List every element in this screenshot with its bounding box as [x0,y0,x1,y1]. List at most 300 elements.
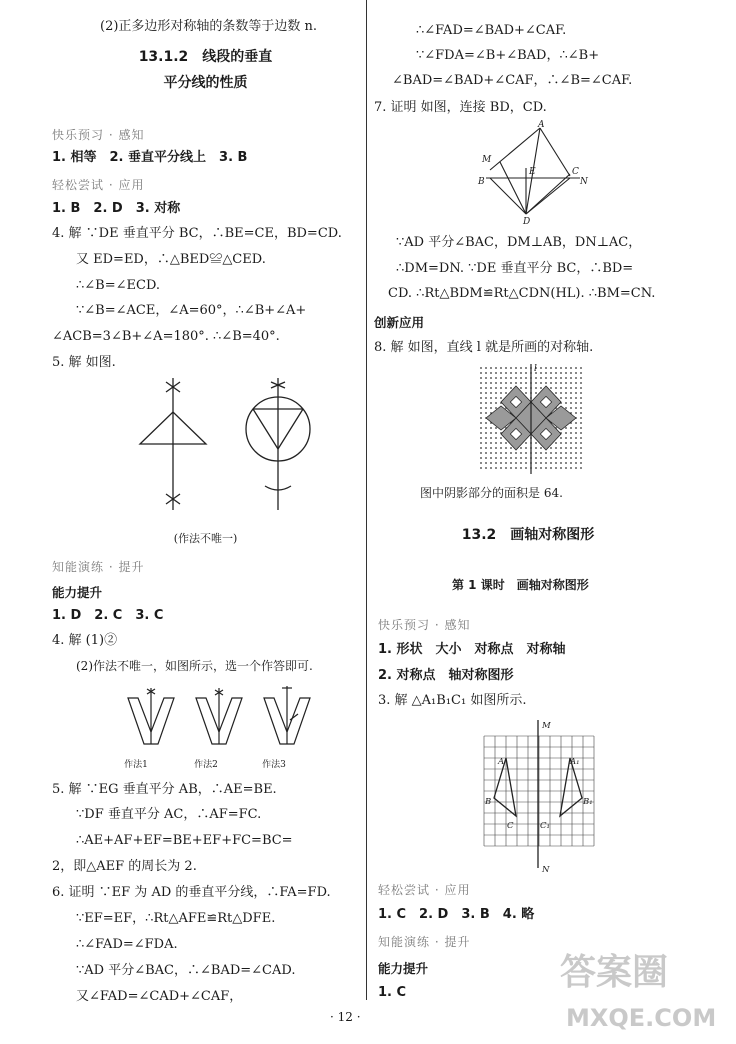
point-label: A₁ [570,757,580,767]
grid-dot [495,387,497,389]
grid-dot [480,467,482,469]
grid-dot [480,392,482,394]
grid-dot [580,372,582,374]
grid-dot [565,402,567,404]
proof-figure [476,118,600,226]
v-shape-figures [122,684,322,750]
grid-dot [575,412,577,414]
grid-dot [505,462,507,464]
grid-dot [570,427,572,429]
grid-dot [570,382,572,384]
grid-dot [485,467,487,469]
grid-dot [580,467,582,469]
grid-dot [560,462,562,464]
grid-dot [480,412,482,414]
grid-dot [500,382,502,384]
grid-dot [570,397,572,399]
grid-dot [495,397,497,399]
grid-dot [535,387,537,389]
grid-dot [565,367,567,369]
grid-dot [495,467,497,469]
answer-line: ∴AE+AF+EF=BE+EF+FC=BC= [76,833,293,848]
grid-dot [490,402,492,404]
grid-dot [490,407,492,409]
grid-dot [580,397,582,399]
grid-dot [555,452,557,454]
grid-dot [490,437,492,439]
grid-dot [555,467,557,469]
axis-label: l [534,364,537,374]
grid-dot [480,417,482,419]
answer-line: 1. D 2. C 3. C [52,608,164,623]
grid-dot [520,367,522,369]
answer-line: ∵AD 平分∠BAC，∴∠BAD=∠CAD. [76,963,296,978]
grid-dot [520,462,522,464]
grid-dot [535,462,537,464]
grid-dot [525,452,527,454]
grid-dot [495,402,497,404]
grid-dot [485,392,487,394]
grid-dot [480,397,482,399]
grid-dot [480,447,482,449]
grid-dot [525,467,527,469]
lesson-title: 第 1 课时 画轴对称图形 [452,578,589,592]
grid-dot [570,447,572,449]
grid-dot [505,467,507,469]
grid-dot [545,452,547,454]
grid-dot [565,432,567,434]
column-divider [366,0,367,1000]
grid-dot [550,382,552,384]
grid-dot [525,392,527,394]
point-label: C₁ [540,821,550,831]
watermark-url: MXQE.COM [566,1004,717,1032]
grid-dot [510,377,512,379]
grid-dot [495,382,497,384]
grid-dot [535,457,537,459]
grid-dot [535,467,537,469]
answer-line: 2，即△AEF 的周长为 2. [52,859,197,874]
grid-dot [550,377,552,379]
grid-dot [570,407,572,409]
grid-dot [520,457,522,459]
grid-dot [545,467,547,469]
grid-dot [495,392,497,394]
grid-dot [490,367,492,369]
grid-dot [480,462,482,464]
grid-dot [495,452,497,454]
grid-dot [575,447,577,449]
grid-dot [540,382,542,384]
grid-dot [540,377,542,379]
grid-dot [545,367,547,369]
answer-line: 图中阴影部分的面积是 64. [420,486,563,500]
grid-dot [565,397,567,399]
grid-dot [480,457,482,459]
grid-dot [580,367,582,369]
answer-line: 1. 形状 大小 对称点 对称轴 [378,642,566,657]
watermark-logo: 答案圈 [560,952,669,993]
answer-line: 5. 解 ∵EG 垂直平分 AB，∴AE=BE. [52,782,277,797]
grid-dot [560,367,562,369]
grid-dot [505,377,507,379]
grid-dot [480,387,482,389]
section-label: 知能演练 · 提升 [378,935,471,949]
grid-dot [505,457,507,459]
grid-dot [500,367,502,369]
grid-dot [570,432,572,434]
grid-dot [520,372,522,374]
answer-line: CD. ∴Rt△BDM≌Rt△CDN(HL). ∴BM=CN. [388,286,656,301]
grid-dot [575,467,577,469]
grid-dot [550,372,552,374]
text-line: (2)正多边形对称轴的条数等于边数 n. [100,19,318,34]
grid-dot [580,387,582,389]
grid-dot [565,407,567,409]
grid-dot [510,462,512,464]
answer-line: ∵DF 垂直平分 AC，∴AF=FC. [76,807,262,822]
grid-dot [580,437,582,439]
answer-line: ∴∠FAD=∠FDA. [76,937,178,952]
grid-dot [575,462,577,464]
grid-dot [500,467,502,469]
grid-dot [575,387,577,389]
point-label: N [542,865,550,874]
grid-dot [570,442,572,444]
answer-line: 又 ED=ED，∴△BED≌△CED. [76,252,266,267]
grid-dot [495,447,497,449]
grid-dot [480,372,482,374]
grid-dot [575,452,577,454]
grid-dot [545,457,547,459]
grid-dot [485,402,487,404]
grid-dot [535,377,537,379]
answer-line: 3. 解 △A₁B₁C₁ 如图所示. [378,693,527,708]
answer-line: ∴∠B=∠ECD. [76,278,161,293]
answer-line: 1. C 2. D 3. B 4. 略 [378,907,535,922]
grid-dot [570,367,572,369]
grid-dot [560,392,562,394]
grid-dot [580,462,582,464]
grid-dot [500,437,502,439]
grid-dot [480,432,482,434]
grid-dot [500,457,502,459]
figure-caption: 作法3 [262,760,286,770]
point-label: M [482,155,492,165]
grid-dot [580,452,582,454]
point-label: A [538,120,545,130]
grid-dot [580,432,582,434]
grid-dot [485,462,487,464]
grid-dot [560,377,562,379]
grid-dot [540,367,542,369]
grid-dot [580,392,582,394]
grid-dot [485,432,487,434]
grid-dot [580,422,582,424]
grid-dot [495,407,497,409]
grid-dot [505,387,507,389]
grid-dot [485,437,487,439]
grid-dot [485,427,487,429]
answer-line: 1. 相等 2. 垂直平分线上 3. B [52,150,248,165]
grid-dot [570,402,572,404]
grid-dot [575,382,577,384]
grid-dot [490,462,492,464]
grid-dot [550,452,552,454]
grid-dot [555,457,557,459]
grid-dot [490,397,492,399]
grid-dot [570,457,572,459]
grid-dot [525,372,527,374]
answer-line: 1. C [378,985,407,1000]
grid-dot [565,447,567,449]
grid-dot [525,447,527,449]
grid-dot [490,457,492,459]
grid-dot [540,372,542,374]
answer-line: ∠ACB=3∠B+∠A=180°. ∴∠B=40°. [52,329,280,344]
construction-figure [128,374,328,514]
section-title: 13.1.2 线段的垂直 [138,49,273,65]
grid-dot [540,447,542,449]
grid-dot [555,367,557,369]
grid-dot [520,387,522,389]
grid-dot [480,422,482,424]
grid-dot [535,447,537,449]
grid-dot [580,402,582,404]
grid-dot [490,432,492,434]
grid-dot [510,387,512,389]
grid-dot [500,397,502,399]
point-label: D [523,217,531,226]
grid-dot [495,427,497,429]
grid-dot [580,382,582,384]
grid-dot [490,427,492,429]
grid-dot [515,367,517,369]
grid-dot [565,372,567,374]
grid-dot [565,382,567,384]
grid-dot [485,397,487,399]
grid-dot [490,467,492,469]
grid-dot [485,452,487,454]
grid-dot [490,387,492,389]
subsection-heading: 能力提升 [378,961,429,976]
grid-dot [535,392,537,394]
point-label: M [542,721,551,731]
grid-dot [500,447,502,449]
grid-dot [510,382,512,384]
grid-dot [545,382,547,384]
grid-dot [485,382,487,384]
grid-dot [485,457,487,459]
grid-dot [500,377,502,379]
grid-dot [495,442,497,444]
grid-dot [575,442,577,444]
grid-dot [505,452,507,454]
grid-dot [565,467,567,469]
grid-dot [555,372,557,374]
grid-dot [560,442,562,444]
grid-dot [525,377,527,379]
answer-line: ∵EF=EF，∴Rt△AFE≌Rt△DFE. [76,911,276,926]
grid-dot [580,427,582,429]
grid-dot [560,457,562,459]
grid-dot [520,467,522,469]
grid-dot [505,447,507,449]
grid-dot [525,442,527,444]
figure-caption: 作法2 [194,760,218,770]
section-label: 轻松尝试 · 应用 [378,883,471,897]
grid-dot [490,372,492,374]
grid-dot [560,387,562,389]
section-label: 轻松尝试 · 应用 [52,178,145,192]
grid-dot [550,387,552,389]
grid-dot [550,462,552,464]
section-label: 知能演练 · 提升 [52,560,145,574]
grid-dot [560,452,562,454]
grid-dot [480,427,482,429]
grid-dot [515,452,517,454]
grid-dot [485,442,487,444]
grid-dot [580,412,582,414]
grid-dot [570,392,572,394]
grid-dot [505,367,507,369]
grid-dot [580,442,582,444]
grid-dot [555,442,557,444]
answer-line: 1. B 2. D 3. 对称 [52,201,181,216]
point-label: C [572,167,579,177]
grid-dot [575,372,577,374]
grid-dot [575,427,577,429]
grid-dot [480,382,482,384]
grid-dot [565,377,567,379]
grid-dot [480,367,482,369]
grid-dot [575,457,577,459]
grid-dot [480,452,482,454]
grid-dot [500,387,502,389]
answer-line: ∵∠FDA=∠B+∠BAD，∴∠B+ [416,48,600,63]
grid-dot [515,382,517,384]
grid-dot [490,447,492,449]
grid-dot [565,457,567,459]
grid-dot [485,407,487,409]
grid-dot [545,372,547,374]
grid-dot [575,367,577,369]
grid-dot [480,377,482,379]
answer-line: 2. 对称点 轴对称图形 [378,668,514,683]
section-title: 平分线的性质 [163,75,248,91]
grid-dot [495,432,497,434]
grid-dot [495,437,497,439]
section-title: 13.2 画轴对称图形 [461,527,595,543]
grid-dot [565,427,567,429]
grid-dot [555,382,557,384]
grid-dot [490,382,492,384]
grid-dot [580,407,582,409]
grid-dot [555,462,557,464]
grid-dot [495,367,497,369]
grid-dot [485,377,487,379]
answer-line: ∴DM=DN. ∵DE 垂直平分 BC，∴BD= [396,261,634,276]
grid-dot [540,467,542,469]
grid-dot [510,457,512,459]
grid-dot [505,442,507,444]
point-label: B [478,177,485,187]
grid-dot [550,457,552,459]
grid-dot [560,437,562,439]
grid-dot [515,457,517,459]
grid-dot [495,457,497,459]
grid-dot [485,422,487,424]
figure-caption: (作法不唯一) [173,532,238,545]
grid-dot [515,467,517,469]
grid-dot [570,372,572,374]
grid-dot [580,457,582,459]
section-label: 快乐预习 · 感知 [378,618,471,632]
grid-dot [560,372,562,374]
grid-dot [575,377,577,379]
answer-line: 7. 证明 如图，连接 BD，CD. [374,100,547,115]
grid-dot [540,457,542,459]
subsection-heading: 能力提升 [52,585,103,600]
grid-dot [480,402,482,404]
grid-dot [525,457,527,459]
grid-dot [565,442,567,444]
grid-dot [575,402,577,404]
answer-line: (2)作法不唯一，如图所示，选一个作答即可. [76,659,313,673]
grid-dot [500,452,502,454]
section-label: 快乐预习 · 感知 [52,128,145,142]
answer-line: ∵AD 平分∠BAC，DM⊥AB，DN⊥AC， [396,235,642,250]
grid-dot [515,377,517,379]
grid-dot [575,422,577,424]
page-number: · 12 · [330,1010,361,1024]
grid-dot [570,387,572,389]
grid-dot [565,392,567,394]
grid-dot [580,417,582,419]
grid-dot [510,467,512,469]
grid-dot [500,442,502,444]
subsection-heading: 创新应用 [374,315,425,330]
grid-dot [535,452,537,454]
dot-grid-figure [476,362,586,476]
grid-dot [555,392,557,394]
grid-dot [495,372,497,374]
answer-line: ∴∠FAD=∠BAD+∠CAF. [416,23,567,38]
answer-line: 4. 解 (1)② [52,633,118,648]
grid-dot [575,407,577,409]
grid-dot [545,377,547,379]
answer-line: 6. 证明 ∵EF 为 AD 的垂直平分线，∴FA=FD. [52,885,331,900]
grid-dot [560,467,562,469]
grid-dot [580,377,582,379]
grid-dot [560,397,562,399]
answer-line: 8. 解 如图，直线 l 就是所画的对称轴. [374,340,594,355]
grid-dot [485,412,487,414]
grid-dot [565,437,567,439]
grid-dot [485,447,487,449]
grid-dot [515,462,517,464]
grid-dot [505,392,507,394]
grid-dot [540,462,542,464]
point-label: B [485,797,492,807]
grid-dot [510,372,512,374]
grid-dot [490,452,492,454]
grid-dot [570,437,572,439]
grid-dot [525,382,527,384]
grid-dot [575,432,577,434]
grid-dot [520,377,522,379]
grid-dot [480,437,482,439]
